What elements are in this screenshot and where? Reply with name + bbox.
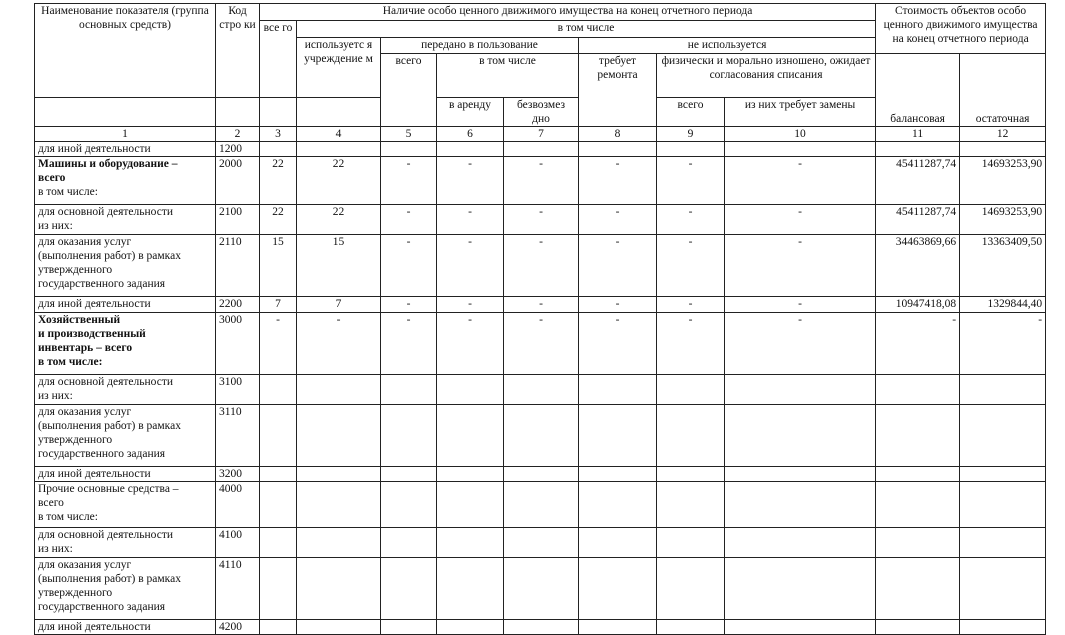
property-report-table [34, 3, 1046, 635]
row-value [381, 620, 437, 635]
row-value: - [504, 297, 579, 313]
table-row [35, 313, 1046, 375]
row-value: - [260, 313, 297, 375]
row-name [35, 375, 216, 405]
row-value: - [504, 313, 579, 375]
row-name [35, 157, 216, 205]
row-value [504, 142, 579, 157]
row-value [437, 142, 504, 157]
row-value [960, 528, 1046, 558]
row-value: - [579, 313, 657, 375]
row-value: 15 [260, 235, 297, 297]
table-row [35, 157, 1046, 205]
row-value: - [725, 157, 876, 205]
column-number: 5 [381, 127, 437, 142]
row-name-line: государственного задания [38, 601, 166, 613]
row-value [381, 467, 437, 482]
row-value: - [437, 157, 504, 205]
row-value: - [657, 205, 725, 235]
row-value: 14693253,90 [960, 205, 1046, 235]
row-value: - [437, 235, 504, 297]
header-worn-total: всего [657, 98, 725, 127]
header-total: все го [260, 21, 297, 98]
row-value [297, 405, 381, 467]
row-value: - [381, 205, 437, 235]
column-number: 1 [35, 127, 216, 142]
report-body [35, 142, 1046, 635]
row-value [504, 620, 579, 635]
row-value [960, 405, 1046, 467]
row-value: - [960, 313, 1046, 375]
row-name-line: из них: [38, 390, 73, 402]
row-value [297, 482, 381, 528]
row-value [725, 375, 876, 405]
row-value [381, 405, 437, 467]
row-value [381, 142, 437, 157]
row-value [260, 375, 297, 405]
row-name [35, 620, 216, 635]
row-name-line: инвентарь – всего [38, 342, 133, 354]
column-number: 11 [876, 127, 960, 142]
row-value: 22 [297, 157, 381, 205]
row-value [725, 405, 876, 467]
row-code: 2200 [216, 297, 260, 313]
row-value: 15 [297, 235, 381, 297]
row-code: 3100 [216, 375, 260, 405]
row-code: 3110 [216, 405, 260, 467]
row-value: - [657, 157, 725, 205]
row-value [876, 482, 960, 528]
row-name-line: из них: [38, 220, 73, 232]
column-number: 9 [657, 127, 725, 142]
row-name-line: Хозяйственный [38, 314, 121, 326]
row-name-line: из них: [38, 543, 73, 555]
row-value: - [381, 313, 437, 375]
row-value [657, 528, 725, 558]
row-value: - [437, 205, 504, 235]
row-value [381, 375, 437, 405]
row-value [725, 558, 876, 620]
row-value: - [725, 297, 876, 313]
row-value [876, 375, 960, 405]
row-value [657, 558, 725, 620]
row-value [960, 620, 1046, 635]
header-code: Код стро ки [216, 4, 260, 98]
row-value [876, 142, 960, 157]
row-value: 7 [297, 297, 381, 313]
row-value: - [437, 313, 504, 375]
row-name-line: государственного задания [38, 448, 166, 460]
row-value [381, 558, 437, 620]
row-value [504, 405, 579, 467]
row-value [657, 405, 725, 467]
row-value [504, 375, 579, 405]
table-row [35, 142, 1046, 157]
row-value: 22 [297, 205, 381, 235]
row-value [579, 467, 657, 482]
row-value [437, 405, 504, 467]
row-value [960, 482, 1046, 528]
row-value: 22 [260, 157, 297, 205]
row-value [260, 482, 297, 528]
column-number: 6 [437, 127, 504, 142]
row-name-line: утвержденного [38, 587, 113, 599]
header-rent: в аренду [437, 98, 504, 127]
row-code: 4200 [216, 620, 260, 635]
table-row [35, 482, 1046, 528]
row-value [297, 528, 381, 558]
column-number: 2 [216, 127, 260, 142]
row-value [297, 620, 381, 635]
row-value [437, 528, 504, 558]
row-value: - [504, 157, 579, 205]
row-value: - [657, 235, 725, 297]
row-value [297, 375, 381, 405]
header-balance: балансовая [876, 54, 960, 127]
row-name-line: для оказания услуг [38, 236, 132, 248]
row-code: 2110 [216, 235, 260, 297]
row-value [297, 558, 381, 620]
row-value: 13363409,50 [960, 235, 1046, 297]
row-name-line: Машины и оборудование – [38, 158, 178, 170]
header-availability: Наличие особо ценного движимого имущества на конец отчетного периода [260, 4, 876, 21]
table-row [35, 558, 1046, 620]
row-value [260, 405, 297, 467]
header-name: Наименование показателя (группа основных средств) [35, 4, 216, 98]
row-name-line: для основной деятельности [38, 376, 173, 388]
row-name-line: для иной деятельности [38, 143, 151, 155]
row-value: - [876, 313, 960, 375]
row-value [579, 405, 657, 467]
row-name [35, 405, 216, 467]
row-name-line: (выполнения работ) в рамках [38, 573, 181, 585]
header-not-used: не используется [579, 38, 876, 54]
row-value [579, 375, 657, 405]
row-value [579, 528, 657, 558]
row-value: - [579, 297, 657, 313]
row-value: - [725, 235, 876, 297]
row-name-line: в том числе: [38, 511, 98, 523]
row-value [437, 375, 504, 405]
row-value [437, 482, 504, 528]
row-value: - [657, 313, 725, 375]
row-value [876, 467, 960, 482]
header-worn-out: физически и морально изношено, ожидает согласования списания [657, 54, 876, 98]
header-cost: Стоимость объектов особо ценного движимого имущества на конец отчетного периода [876, 4, 1046, 54]
row-name [35, 467, 216, 482]
row-value [579, 620, 657, 635]
row-value [504, 482, 579, 528]
row-value [437, 467, 504, 482]
row-name-line: для иной деятельности [38, 468, 151, 480]
column-number: 4 [297, 127, 381, 142]
header-free-use: безвозмез дно [504, 98, 579, 127]
row-value: - [725, 205, 876, 235]
table-row [35, 235, 1046, 297]
row-name [35, 142, 216, 157]
table-row [35, 620, 1046, 635]
row-value [504, 528, 579, 558]
column-number: 8 [579, 127, 657, 142]
header-used: используетс я учреждение м [297, 38, 381, 98]
row-value [260, 467, 297, 482]
row-value [960, 558, 1046, 620]
row-code: 4110 [216, 558, 260, 620]
row-value [960, 375, 1046, 405]
row-value [657, 467, 725, 482]
row-value: - [381, 235, 437, 297]
row-code: 2100 [216, 205, 260, 235]
row-name-line: утвержденного [38, 434, 113, 446]
row-name-line: для иной деятельности [38, 621, 151, 633]
row-value [876, 620, 960, 635]
header-total-spacer [260, 98, 297, 127]
row-name-line: для основной деятельности [38, 529, 173, 541]
row-name [35, 205, 216, 235]
row-value [579, 482, 657, 528]
row-value: - [504, 205, 579, 235]
column-number: 3 [260, 127, 297, 142]
row-value [960, 467, 1046, 482]
row-value: - [657, 297, 725, 313]
row-value: 7 [260, 297, 297, 313]
row-value [504, 467, 579, 482]
row-value [437, 558, 504, 620]
table-row [35, 528, 1046, 558]
row-name-line: утвержденного [38, 264, 113, 276]
row-value [725, 620, 876, 635]
row-value [657, 375, 725, 405]
row-value [579, 558, 657, 620]
row-value [260, 558, 297, 620]
row-value [876, 558, 960, 620]
header-transferred-total: всего [381, 54, 437, 127]
row-value [437, 620, 504, 635]
row-name-line: всего [38, 172, 66, 184]
row-value [260, 528, 297, 558]
header-worn-replace: из них требует замены [725, 98, 876, 127]
header-code-spacer [216, 98, 260, 127]
header-transferred: передано в пользование [381, 38, 579, 54]
table-row [35, 467, 1046, 482]
row-name-line: Прочие основные средства – [38, 483, 179, 495]
row-name [35, 482, 216, 528]
column-numbers-row [35, 127, 1046, 142]
row-name-line: государственного задания [38, 278, 166, 290]
row-name-line: (выполнения работ) в рамках [38, 420, 181, 432]
row-name [35, 235, 216, 297]
row-name-line: для иной деятельности [38, 298, 151, 310]
row-value: 22 [260, 205, 297, 235]
row-name-line: всего [38, 497, 64, 509]
row-value: - [381, 297, 437, 313]
row-name [35, 297, 216, 313]
table-row [35, 375, 1046, 405]
row-value: 14693253,90 [960, 157, 1046, 205]
header-used-spacer [297, 98, 381, 127]
row-value [960, 142, 1046, 157]
column-number: 10 [725, 127, 876, 142]
column-number: 12 [960, 127, 1046, 142]
row-code: 2000 [216, 157, 260, 205]
header-residual: остаточная [960, 54, 1046, 127]
header-transferred-including: в том числе [437, 54, 579, 98]
row-code: 3000 [216, 313, 260, 375]
header-name-spacer [35, 98, 216, 127]
row-value [725, 467, 876, 482]
row-name-line: для оказания услуг [38, 559, 132, 571]
row-value [579, 142, 657, 157]
row-value: - [725, 313, 876, 375]
row-value: 34463869,66 [876, 235, 960, 297]
row-value [657, 620, 725, 635]
row-name [35, 528, 216, 558]
row-name-line: для основной деятельности [38, 206, 173, 218]
table-row [35, 297, 1046, 313]
row-value [725, 528, 876, 558]
row-value: - [579, 157, 657, 205]
row-value [381, 482, 437, 528]
row-value [876, 405, 960, 467]
row-code: 1200 [216, 142, 260, 157]
row-value [657, 142, 725, 157]
row-value [725, 482, 876, 528]
row-value [657, 482, 725, 528]
row-value: - [579, 235, 657, 297]
row-value [876, 528, 960, 558]
row-value: - [437, 297, 504, 313]
row-value: - [297, 313, 381, 375]
row-name-tail: в том числе: [38, 186, 98, 198]
table-row [35, 205, 1046, 235]
row-value: 1329844,40 [960, 297, 1046, 313]
row-value [725, 142, 876, 157]
row-name-line: для оказания услуг [38, 406, 132, 418]
row-code: 4100 [216, 528, 260, 558]
row-value: 45411287,74 [876, 205, 960, 235]
row-code: 4000 [216, 482, 260, 528]
row-name [35, 558, 216, 620]
row-name-line: в том числе: [38, 356, 103, 368]
row-value [297, 467, 381, 482]
row-value [504, 558, 579, 620]
header-needs-repair: требует ремонта [579, 54, 657, 127]
header-including: в том числе [297, 21, 876, 38]
row-name-line: и производственный [38, 328, 146, 340]
row-value [297, 142, 381, 157]
row-name-line: (выполнения работ) в рамках [38, 250, 181, 262]
row-code: 3200 [216, 467, 260, 482]
row-value: 45411287,74 [876, 157, 960, 205]
row-value [260, 142, 297, 157]
row-value [260, 620, 297, 635]
column-number: 7 [504, 127, 579, 142]
row-name [35, 313, 216, 375]
row-value: 10947418,08 [876, 297, 960, 313]
row-value: - [504, 235, 579, 297]
row-value [381, 528, 437, 558]
row-value: - [381, 157, 437, 205]
row-value: - [579, 205, 657, 235]
table-row [35, 405, 1046, 467]
